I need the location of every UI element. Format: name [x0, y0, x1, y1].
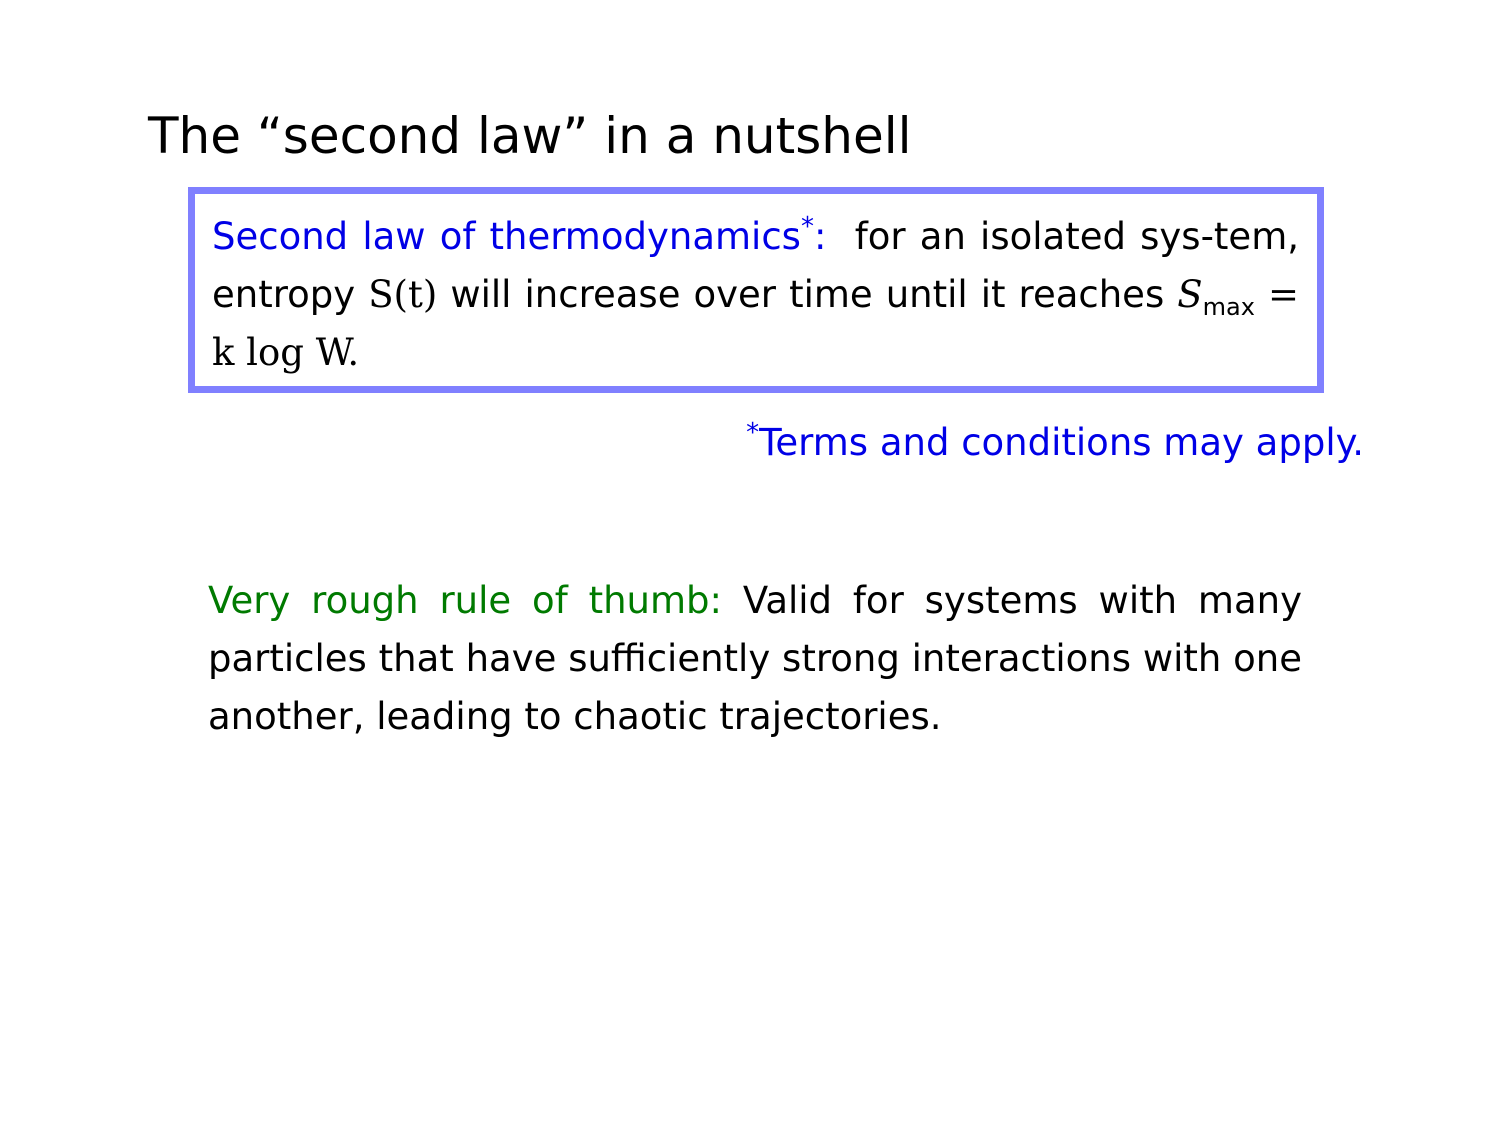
second-law-lead-text: Second law of thermodynamics: [212, 215, 801, 258]
entropy-function: S(t): [368, 273, 438, 316]
second-law-body-2: will increase over time until it reaches: [450, 273, 1165, 316]
footnote-star: *: [746, 418, 760, 448]
footnote-text: Terms and conditions may apply.: [759, 421, 1364, 464]
second-law-statement: [212, 208, 1299, 382]
rule-of-thumb-text: Valid for systems with many particles that have sufficiently strong interactions with one another, leading to chaotic trajectories.: [208, 579, 1302, 738]
rule-of-thumb-label: Very rough rule of thumb:: [208, 579, 722, 622]
second-law-body-1: for an isolated sys-tem, entropy: [212, 215, 1299, 316]
footnote-marker: *: [800, 212, 814, 242]
entropy-symbol: S: [1177, 273, 1203, 316]
max-subscript: max: [1202, 293, 1255, 321]
rule-of-thumb: [208, 572, 1302, 746]
equation-period: .: [347, 331, 360, 374]
slide-title: The “second law” in a nutshell: [148, 107, 912, 165]
second-law-box: [188, 187, 1324, 393]
second-law-lead-colon: :: [813, 215, 827, 258]
second-law-lead: [212, 212, 827, 258]
equation-rhs: = k log W: [212, 273, 1300, 374]
footnote: [746, 418, 1364, 468]
